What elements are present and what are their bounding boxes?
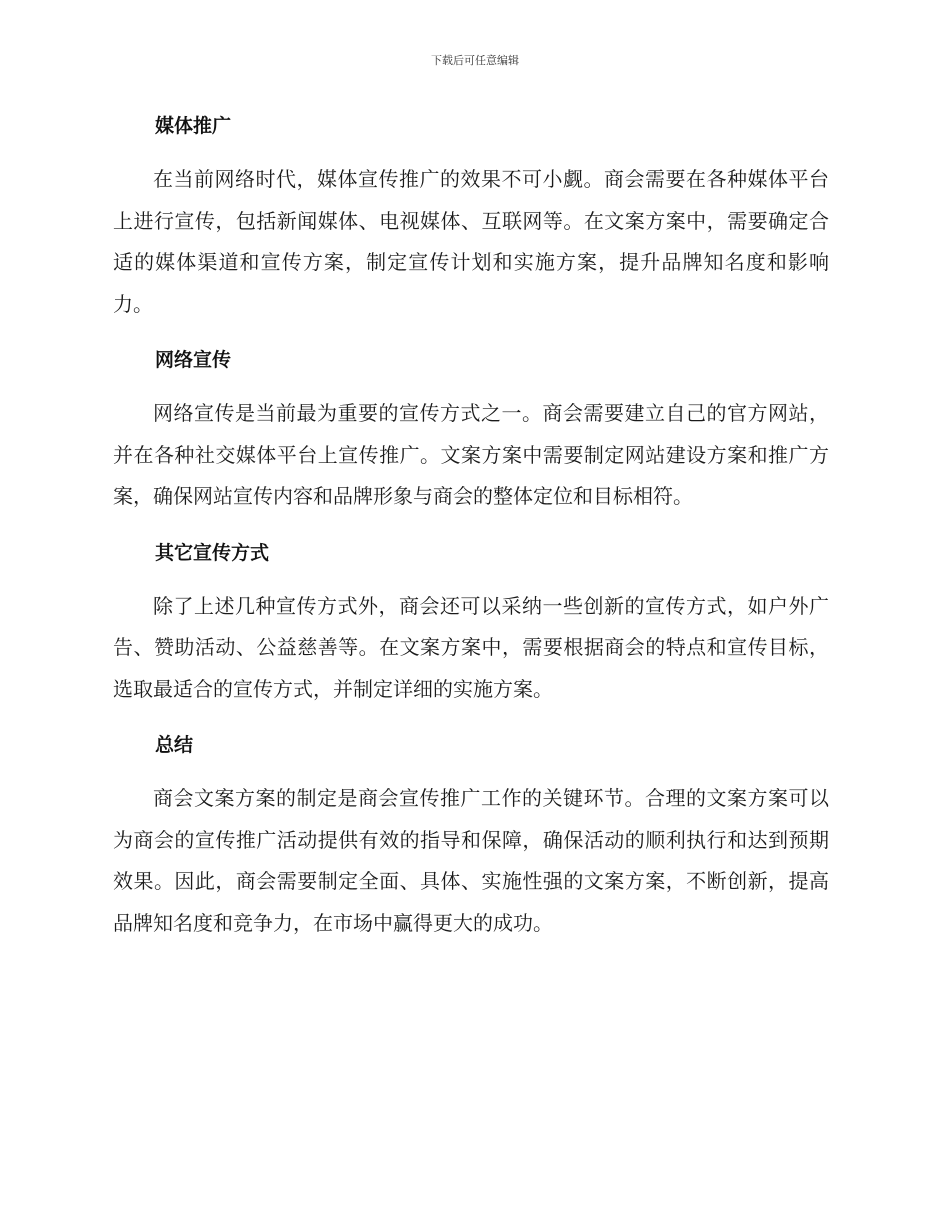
document-body (113, 106, 829, 959)
section-paragraph: 在当前网络时代，媒体宣传推广的效果不可小觑。商会需要在各种媒体平台上进行宣传，包括新闻媒体、电视媒体、互联网等。在文案方案中，需要确定合适的媒体渠道和宣传方案，制定宣传计划和实施方案，提升品牌知名度和影响力。 (113, 167, 829, 316)
section-online-promotion (113, 340, 829, 518)
page-header: 下载后可任意编辑 (431, 54, 519, 67)
section-paragraph: 商会文案方案的制定是商会宣传推广工作的关键环节。合理的文案方案可以为商会的宣传推广活动提供有效的指导和保障，确保活动的顺利执行和达到预期效果。因此，商会需要制定全面、具体、实施性强的文案方案，不断创新，提高品牌知名度和竞争力，在市场中赢得更大的成功。 (113, 786, 829, 935)
section-other-methods (113, 533, 829, 711)
section-summary (113, 725, 829, 944)
section-heading: 网络宣传 (155, 349, 232, 371)
section-heading: 媒体推广 (155, 115, 232, 137)
section-paragraph: 网络宣传是当前最为重要的宣传方式之一。商会需要建立自己的官方网站，并在各种社交媒体平台上宣传推广。文案方案中需要制定网站建设方案和推广方案，确保网站宣传内容和品牌形象与商会的整体定位和目标相符。 (113, 401, 829, 508)
section-paragraph: 除了上述几种宣传方式外，商会还可以采纳一些创新的宣传方式，如户外广告、赞助活动、公益慈善等。在文案方案中，需要根据商会的特点和宣传目标，选取最适合的宣传方式，并制定详细的实施方案。 (113, 593, 829, 701)
section-media-promotion (113, 106, 829, 325)
section-heading: 总结 (155, 734, 194, 756)
section-heading: 其它宣传方式 (155, 541, 270, 564)
